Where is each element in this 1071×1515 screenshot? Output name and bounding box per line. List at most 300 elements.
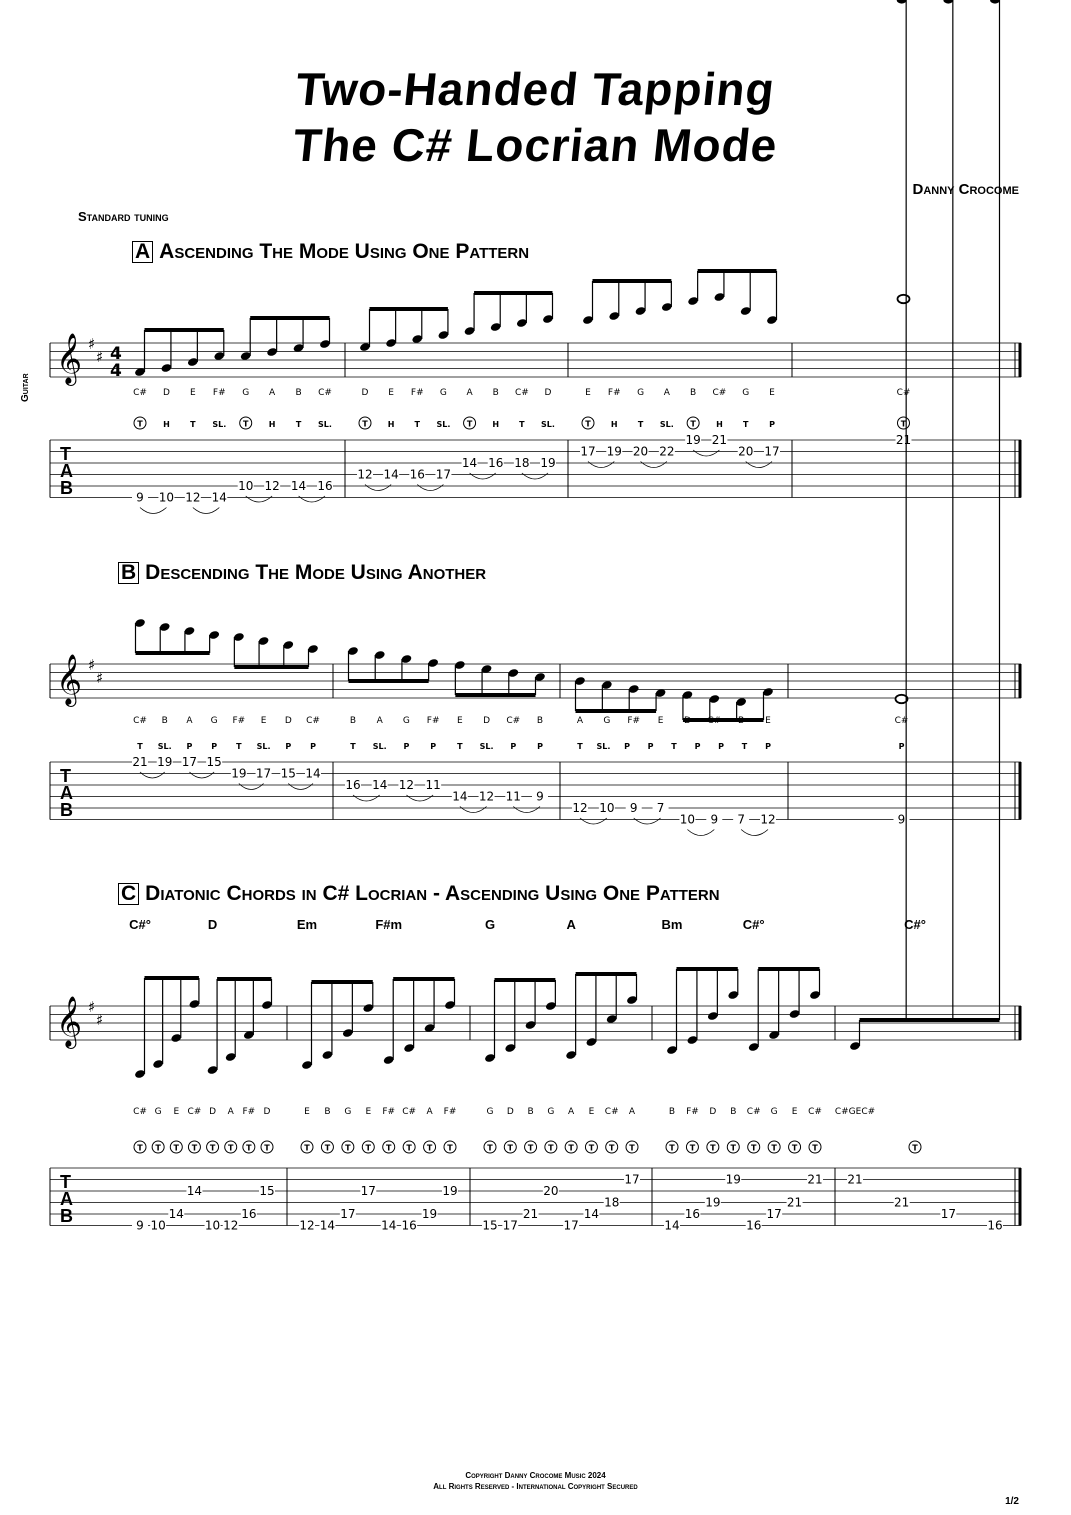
tab-fret-number: 14 bbox=[211, 490, 227, 505]
note-name-label: E bbox=[190, 388, 196, 398]
tap-mark: T bbox=[912, 1143, 918, 1153]
tab-clef-letter: T bbox=[60, 1172, 71, 1192]
tap-mark: T bbox=[690, 419, 696, 429]
tab-fret-number: 14 bbox=[383, 467, 399, 482]
note-name-label: C# bbox=[318, 388, 332, 398]
tap-mark: T bbox=[487, 1143, 493, 1153]
tab-fret-number: 18 bbox=[514, 456, 530, 470]
note-name-label: C# bbox=[712, 388, 727, 398]
technique-mark: P bbox=[430, 742, 437, 751]
tab-fret-number: 17 bbox=[624, 1172, 640, 1187]
note-name-label: C# bbox=[514, 388, 529, 398]
tab-clef-letter: T bbox=[60, 444, 71, 464]
technique-mark: H bbox=[492, 420, 500, 429]
note-name-label: A bbox=[466, 388, 473, 398]
note-name-label: B bbox=[738, 716, 745, 726]
time-signature-bottom: 4 bbox=[110, 361, 122, 381]
tab-fret-number: 19 bbox=[157, 755, 173, 769]
tab-fret-number: 16 bbox=[401, 1218, 417, 1233]
note-name-label: G bbox=[637, 388, 645, 398]
tap-mark: T bbox=[155, 1143, 161, 1153]
tab-fret-number: 7 bbox=[656, 801, 665, 815]
tab-slur bbox=[246, 496, 272, 502]
technique-mark: T bbox=[414, 420, 421, 429]
technique-mark: T bbox=[190, 420, 196, 429]
note-name-label: C# bbox=[306, 716, 320, 726]
tap-mark: T bbox=[527, 1143, 534, 1153]
technique-mark: P bbox=[211, 742, 218, 751]
tab-slur bbox=[522, 473, 548, 479]
tab-fret-number: 14 bbox=[583, 1207, 600, 1221]
notehead bbox=[990, 0, 1000, 4]
note-name-label: C# bbox=[746, 1107, 761, 1117]
tab-fret-number: 17 bbox=[435, 467, 452, 482]
note-name-label: A bbox=[426, 1107, 433, 1117]
composer: Danny Crocome bbox=[912, 181, 1019, 198]
tab-slur bbox=[353, 795, 380, 801]
section-a-letter: A bbox=[132, 241, 153, 263]
tab-fret-number: 17 bbox=[766, 1207, 782, 1221]
tab-fret-number: 16 bbox=[241, 1207, 257, 1221]
note-name-label: G bbox=[154, 1107, 162, 1117]
title-line-1: Two-Handed Tapping bbox=[293, 63, 778, 115]
note-name-label: G bbox=[210, 716, 218, 726]
copyright-line-2: All Rights Reserved - International Copyright Secured bbox=[433, 1482, 638, 1491]
note-name-label: C# bbox=[808, 1107, 822, 1117]
tap-mark: T bbox=[406, 1143, 412, 1153]
tab-slur bbox=[288, 784, 313, 790]
tap-mark: T bbox=[689, 1143, 696, 1153]
tab-slur bbox=[687, 830, 714, 836]
tab-fret-number: 20 bbox=[632, 444, 649, 459]
tab-slur bbox=[741, 830, 768, 836]
note-name-label: C# bbox=[894, 716, 909, 726]
technique-mark: P bbox=[537, 742, 543, 751]
note-name-label: F# bbox=[426, 716, 440, 726]
tab-fret-number: 19 bbox=[705, 1195, 721, 1210]
technique-mark: SL. bbox=[436, 420, 451, 429]
tab-fret-number: 21 bbox=[711, 433, 728, 447]
technique-mark: H bbox=[268, 420, 276, 429]
note-name-label: G bbox=[770, 1107, 778, 1117]
technique-mark: T bbox=[637, 420, 644, 429]
tab-fret-number: 9 bbox=[710, 812, 719, 827]
tap-mark: T bbox=[710, 1143, 716, 1153]
tab-fret-number: 14 bbox=[305, 766, 321, 781]
note-name-label: C# bbox=[187, 1107, 202, 1117]
tab-slur bbox=[588, 462, 614, 468]
tap-mark: T bbox=[507, 1143, 514, 1153]
tab-slur bbox=[580, 818, 607, 824]
tab-fret-number: 19 bbox=[231, 766, 247, 781]
note-name-label: E bbox=[173, 1107, 180, 1117]
note-name-label: G bbox=[402, 716, 410, 726]
note-name-label: C#GEC# bbox=[834, 1107, 876, 1117]
chord-symbol: A bbox=[566, 917, 576, 932]
tab-fret-number: 15 bbox=[206, 755, 222, 769]
chord-symbol: C#° bbox=[904, 917, 926, 932]
note-name-label: E bbox=[457, 716, 463, 726]
tab-fret-number: 16 bbox=[684, 1207, 701, 1221]
chord-symbol: D bbox=[207, 917, 218, 932]
tap-mark: T bbox=[242, 419, 249, 429]
note-name-label: D bbox=[709, 1107, 717, 1117]
technique-mark: T bbox=[350, 742, 356, 751]
chord-symbol: C#° bbox=[129, 917, 151, 932]
tab-fret-number: 15 bbox=[482, 1218, 498, 1233]
section-c-title: Diatonic Chords in C# Locrian - Ascending Using One Pattern bbox=[145, 882, 720, 905]
key-sharp-f-icon: ♯ bbox=[88, 998, 96, 1016]
tab-fret-number: 14 bbox=[461, 456, 478, 470]
tab-fret-number: 9 bbox=[897, 812, 906, 827]
tab-fret-number: 9 bbox=[136, 490, 144, 505]
tab-clef-letter: A bbox=[60, 461, 73, 481]
chord-symbol: Bm bbox=[661, 917, 683, 932]
note-name-label: F# bbox=[382, 1107, 396, 1117]
note-name-label: B bbox=[536, 716, 544, 726]
note-name-label: F# bbox=[443, 1107, 457, 1117]
note-name-label: C# bbox=[133, 388, 147, 398]
tab-fret-number: 21 bbox=[786, 1195, 803, 1210]
chord-symbol: Em bbox=[296, 917, 318, 932]
tab-fret-number: 14 bbox=[664, 1218, 680, 1233]
tab-fret-number: 14 bbox=[168, 1207, 184, 1221]
tab-slur bbox=[189, 772, 214, 778]
tap-mark: T bbox=[750, 1143, 757, 1153]
tab-fret-number: 19 bbox=[606, 444, 622, 459]
note-name-label: C# bbox=[133, 716, 147, 726]
technique-mark: P bbox=[769, 420, 775, 429]
note-name-label: A bbox=[227, 1107, 234, 1117]
note-name-label: F# bbox=[242, 1107, 256, 1117]
note-name-label: A bbox=[568, 1107, 575, 1117]
note-name-label: A bbox=[628, 1107, 636, 1117]
copyright-footer bbox=[0, 1470, 1071, 1492]
note-name-label: D bbox=[544, 388, 552, 398]
note-name-label: E bbox=[765, 716, 771, 726]
tap-mark: T bbox=[588, 1143, 595, 1153]
tab-fret-number: 21 bbox=[522, 1207, 539, 1221]
tap-mark: T bbox=[365, 1143, 372, 1153]
tap-mark: T bbox=[324, 1143, 331, 1153]
tap-mark: T bbox=[629, 1143, 635, 1153]
note-name-label: G bbox=[486, 1107, 494, 1117]
note-name-label: D bbox=[483, 716, 491, 726]
tab-fret-number: 10 bbox=[679, 812, 696, 827]
technique-mark: P bbox=[898, 742, 905, 751]
note-name-label: F# bbox=[607, 388, 621, 398]
note-name-label: F# bbox=[627, 716, 641, 726]
tab-fret-number: 14 bbox=[319, 1218, 336, 1233]
page-number: 1/2 bbox=[1005, 1496, 1019, 1507]
tab-fret-number: 7 bbox=[737, 812, 745, 827]
tab-fret-number: 14 bbox=[452, 789, 468, 804]
tab-fret-number: 9 bbox=[136, 1218, 144, 1233]
note-name-label: B bbox=[690, 388, 697, 398]
note-name-label: C# bbox=[707, 716, 722, 726]
note-name-label: E bbox=[585, 388, 591, 398]
tap-mark: T bbox=[264, 1143, 270, 1153]
tab-fret-number: 10 bbox=[238, 479, 254, 493]
technique-mark: H bbox=[716, 420, 723, 429]
technique-mark: P bbox=[510, 742, 517, 751]
notehead bbox=[897, 0, 907, 4]
technique-mark: SL. bbox=[659, 420, 674, 429]
technique-mark: T bbox=[236, 742, 242, 751]
technique-mark: H bbox=[610, 420, 618, 429]
technique-mark: P bbox=[765, 742, 771, 751]
note-name-label: B bbox=[527, 1107, 534, 1117]
tap-mark: T bbox=[608, 1143, 615, 1153]
tab-fret-number: 16 bbox=[409, 467, 425, 482]
tab-slur bbox=[365, 485, 391, 491]
technique-mark: SL. bbox=[479, 742, 494, 751]
tap-mark: T bbox=[137, 1143, 143, 1153]
tab-fret-number: 9 bbox=[629, 801, 638, 815]
tap-mark: T bbox=[246, 1143, 252, 1153]
tap-mark: T bbox=[137, 419, 143, 429]
tab-fret-number: 10 bbox=[599, 801, 615, 815]
tab-fret-number: 14 bbox=[372, 778, 388, 792]
technique-mark: SL. bbox=[256, 742, 271, 751]
technique-mark: SL. bbox=[541, 420, 555, 429]
tab-fret-number: 15 bbox=[280, 766, 296, 781]
note-name-label: C# bbox=[506, 716, 521, 726]
note-name-label: D bbox=[263, 1107, 271, 1117]
tab-fret-number: 14 bbox=[186, 1184, 203, 1198]
note-name-label: B bbox=[349, 716, 357, 726]
tab-fret-number: 17 bbox=[255, 766, 272, 781]
note-name-label: B bbox=[161, 716, 168, 726]
tab-fret-number: 19 bbox=[442, 1184, 458, 1198]
tab-fret-number: 21 bbox=[807, 1172, 823, 1187]
note-name-label: E bbox=[388, 388, 394, 398]
tab-slur bbox=[470, 473, 496, 479]
technique-mark: P bbox=[647, 742, 654, 751]
technique-mark: P bbox=[694, 742, 701, 751]
tab-slur bbox=[299, 496, 325, 502]
note-name-label: B bbox=[492, 388, 499, 398]
note-name-label: D bbox=[284, 716, 292, 726]
note-name-label: E bbox=[260, 716, 267, 726]
tab-fret-number: 17 bbox=[181, 755, 198, 769]
tab-fret-number: 22 bbox=[659, 444, 675, 459]
note-name-label: A bbox=[663, 388, 670, 398]
note-name-label: A bbox=[269, 388, 276, 398]
treble-clef-icon: 𝄞 bbox=[56, 996, 83, 1047]
key-sharp-c-icon: ♯ bbox=[96, 1011, 104, 1029]
tab-fret-number: 17 bbox=[580, 444, 596, 459]
technique-mark: P bbox=[624, 742, 630, 751]
tab-fret-number: 12 bbox=[185, 490, 201, 505]
tab-fret-number: 19 bbox=[421, 1207, 438, 1221]
tab-fret-number: 16 bbox=[345, 778, 361, 792]
note-name-label: F# bbox=[410, 388, 424, 398]
tab-slur bbox=[140, 508, 166, 514]
tap-mark: T bbox=[900, 419, 907, 429]
key-sharp-f-icon: ♯ bbox=[88, 335, 96, 353]
note-name-label: G bbox=[242, 388, 250, 398]
treble-clef-icon: 𝄞 bbox=[56, 654, 83, 705]
tab-fret-number: 21 bbox=[894, 1195, 910, 1210]
technique-mark: T bbox=[577, 742, 583, 751]
tab-slur bbox=[641, 462, 667, 468]
tap-mark: T bbox=[771, 1143, 777, 1153]
tap-mark: T bbox=[385, 1143, 392, 1153]
note-name-label: E bbox=[769, 388, 775, 398]
tab-fret-number: 10 bbox=[204, 1218, 221, 1233]
tap-mark: T bbox=[362, 419, 368, 429]
tab-fret-number: 20 bbox=[738, 444, 754, 459]
note-name-label: D bbox=[162, 388, 170, 398]
note-name-label: A bbox=[576, 716, 584, 726]
tab-fret-number: 16 bbox=[987, 1218, 1003, 1233]
tab-fret-number: 15 bbox=[259, 1184, 275, 1198]
tab-fret-number: 16 bbox=[317, 479, 333, 493]
tab-slur bbox=[460, 807, 487, 813]
tuning-label: Standard tuning bbox=[78, 209, 169, 224]
note-name-label: G bbox=[603, 716, 611, 726]
tab-fret-number: 16 bbox=[488, 456, 504, 470]
note-name-label: F# bbox=[232, 716, 246, 726]
note-name-label: B bbox=[295, 388, 302, 398]
chord-symbol: F#m bbox=[375, 917, 403, 932]
tab-fret-number: 12 bbox=[299, 1218, 315, 1233]
tap-mark: T bbox=[209, 1143, 216, 1153]
tab-fret-number: 12 bbox=[760, 812, 776, 827]
chord-symbol: C#° bbox=[742, 917, 765, 932]
technique-mark: P bbox=[403, 742, 410, 751]
note-name-label: C# bbox=[133, 1107, 147, 1117]
tab-fret-number: 12 bbox=[478, 789, 495, 804]
technique-mark: H bbox=[387, 420, 395, 429]
note-name-label: F# bbox=[212, 388, 226, 398]
note-name-label: C# bbox=[402, 1107, 417, 1117]
technique-mark: T bbox=[295, 420, 302, 429]
technique-mark: P bbox=[718, 742, 724, 751]
note-name-label: E bbox=[304, 1107, 310, 1117]
note-name-label: E bbox=[365, 1107, 372, 1117]
note-name-label: G bbox=[742, 388, 750, 398]
key-sharp-f-icon: ♯ bbox=[88, 656, 96, 674]
tab-fret-number: 11 bbox=[505, 789, 521, 804]
key-sharp-c-icon: ♯ bbox=[96, 669, 104, 687]
tap-mark: T bbox=[669, 1143, 675, 1153]
note-name-label: G bbox=[344, 1107, 352, 1117]
note-name-label: G bbox=[439, 388, 447, 398]
tab-slur bbox=[693, 450, 719, 456]
note-name-label: E bbox=[657, 716, 664, 726]
tap-mark: T bbox=[304, 1143, 310, 1153]
note-name-label: B bbox=[730, 1107, 737, 1117]
note-name-label: C# bbox=[896, 388, 911, 398]
tab-fret-number: 11 bbox=[425, 778, 441, 792]
note-name-label: A bbox=[376, 716, 383, 726]
note-name-label: E bbox=[588, 1107, 595, 1117]
technique-mark: SL. bbox=[212, 420, 227, 429]
technique-mark: SL. bbox=[318, 420, 332, 429]
note-name-label: D bbox=[209, 1107, 217, 1117]
tab-fret-number: 10 bbox=[150, 1218, 166, 1233]
tap-mark: T bbox=[568, 1143, 574, 1153]
technique-mark: SL. bbox=[157, 742, 172, 751]
tap-mark: T bbox=[812, 1143, 818, 1153]
treble-clef-icon: 𝄞 bbox=[56, 333, 83, 384]
instrument-label: Guitar bbox=[20, 373, 31, 402]
technique-mark: SL. bbox=[372, 742, 387, 751]
tap-mark: T bbox=[173, 1143, 180, 1153]
tab-fret-number: 17 bbox=[940, 1207, 956, 1221]
section-c-letter: C bbox=[118, 883, 139, 905]
tab-clef-letter: A bbox=[60, 783, 73, 803]
tab-fret-number: 10 bbox=[158, 490, 175, 505]
tab-fret-number: 12 bbox=[572, 801, 588, 815]
tab-fret-number: 21 bbox=[132, 755, 148, 769]
tab-fret-number: 12 bbox=[264, 479, 280, 493]
technique-mark: P bbox=[186, 742, 193, 751]
tab-slur bbox=[513, 807, 540, 813]
tab-fret-number: 16 bbox=[746, 1218, 762, 1233]
note-name-label: E bbox=[791, 1107, 798, 1117]
key-sharp-c-icon: ♯ bbox=[96, 348, 104, 366]
tap-mark: T bbox=[426, 1143, 433, 1153]
technique-mark: P bbox=[310, 742, 316, 751]
note-name-label: D bbox=[506, 1107, 514, 1117]
tab-slur bbox=[406, 795, 433, 801]
tab-fret-number: 21 bbox=[895, 433, 912, 447]
tab-fret-number: 19 bbox=[685, 433, 701, 447]
note-name-label: B bbox=[668, 1107, 676, 1117]
technique-mark: P bbox=[285, 742, 292, 751]
copyright-line-1: Copyright Danny Crocome Music 2024 bbox=[465, 1471, 606, 1480]
tab-fret-number: 17 bbox=[360, 1184, 376, 1198]
tap-mark: T bbox=[345, 1143, 351, 1153]
tab-fret-number: 12 bbox=[223, 1218, 239, 1233]
note-name-label: F# bbox=[686, 1107, 699, 1117]
technique-mark: T bbox=[742, 420, 749, 429]
tab-slur bbox=[634, 818, 661, 824]
tab-slur bbox=[140, 772, 165, 778]
tab-fret-number: 14 bbox=[290, 479, 307, 493]
tab-fret-number: 21 bbox=[847, 1172, 863, 1187]
tab-fret-number: 20 bbox=[543, 1184, 559, 1198]
tap-mark: T bbox=[585, 419, 591, 429]
tab-fret-number: 12 bbox=[357, 467, 373, 482]
technique-mark: T bbox=[137, 742, 143, 751]
tab-fret-number: 19 bbox=[725, 1172, 741, 1187]
tap-mark: T bbox=[227, 1143, 234, 1153]
tab-fret-number: 17 bbox=[502, 1218, 518, 1233]
tap-mark: T bbox=[791, 1143, 798, 1153]
tab-fret-number: 18 bbox=[604, 1195, 620, 1210]
tab-fret-number: 17 bbox=[764, 444, 780, 459]
tab-slur bbox=[193, 508, 219, 514]
tab-fret-number: 19 bbox=[540, 456, 556, 470]
time-signature-top: 4 bbox=[110, 344, 122, 364]
title-line-2: The C# Locrian Mode bbox=[290, 119, 781, 171]
tab-fret-number: 17 bbox=[563, 1218, 579, 1233]
tab-clef-letter: A bbox=[60, 1189, 73, 1209]
tab-clef-letter: T bbox=[60, 766, 71, 786]
note-name-label: B bbox=[324, 1107, 331, 1117]
note-name-label: G bbox=[547, 1107, 555, 1117]
tab-slur bbox=[417, 485, 443, 491]
chord-symbol: G bbox=[484, 917, 496, 932]
tab-fret-number: 17 bbox=[340, 1207, 356, 1221]
technique-mark: T bbox=[741, 742, 748, 751]
tab-fret-number: 14 bbox=[381, 1218, 397, 1233]
technique-mark: T bbox=[457, 742, 463, 751]
